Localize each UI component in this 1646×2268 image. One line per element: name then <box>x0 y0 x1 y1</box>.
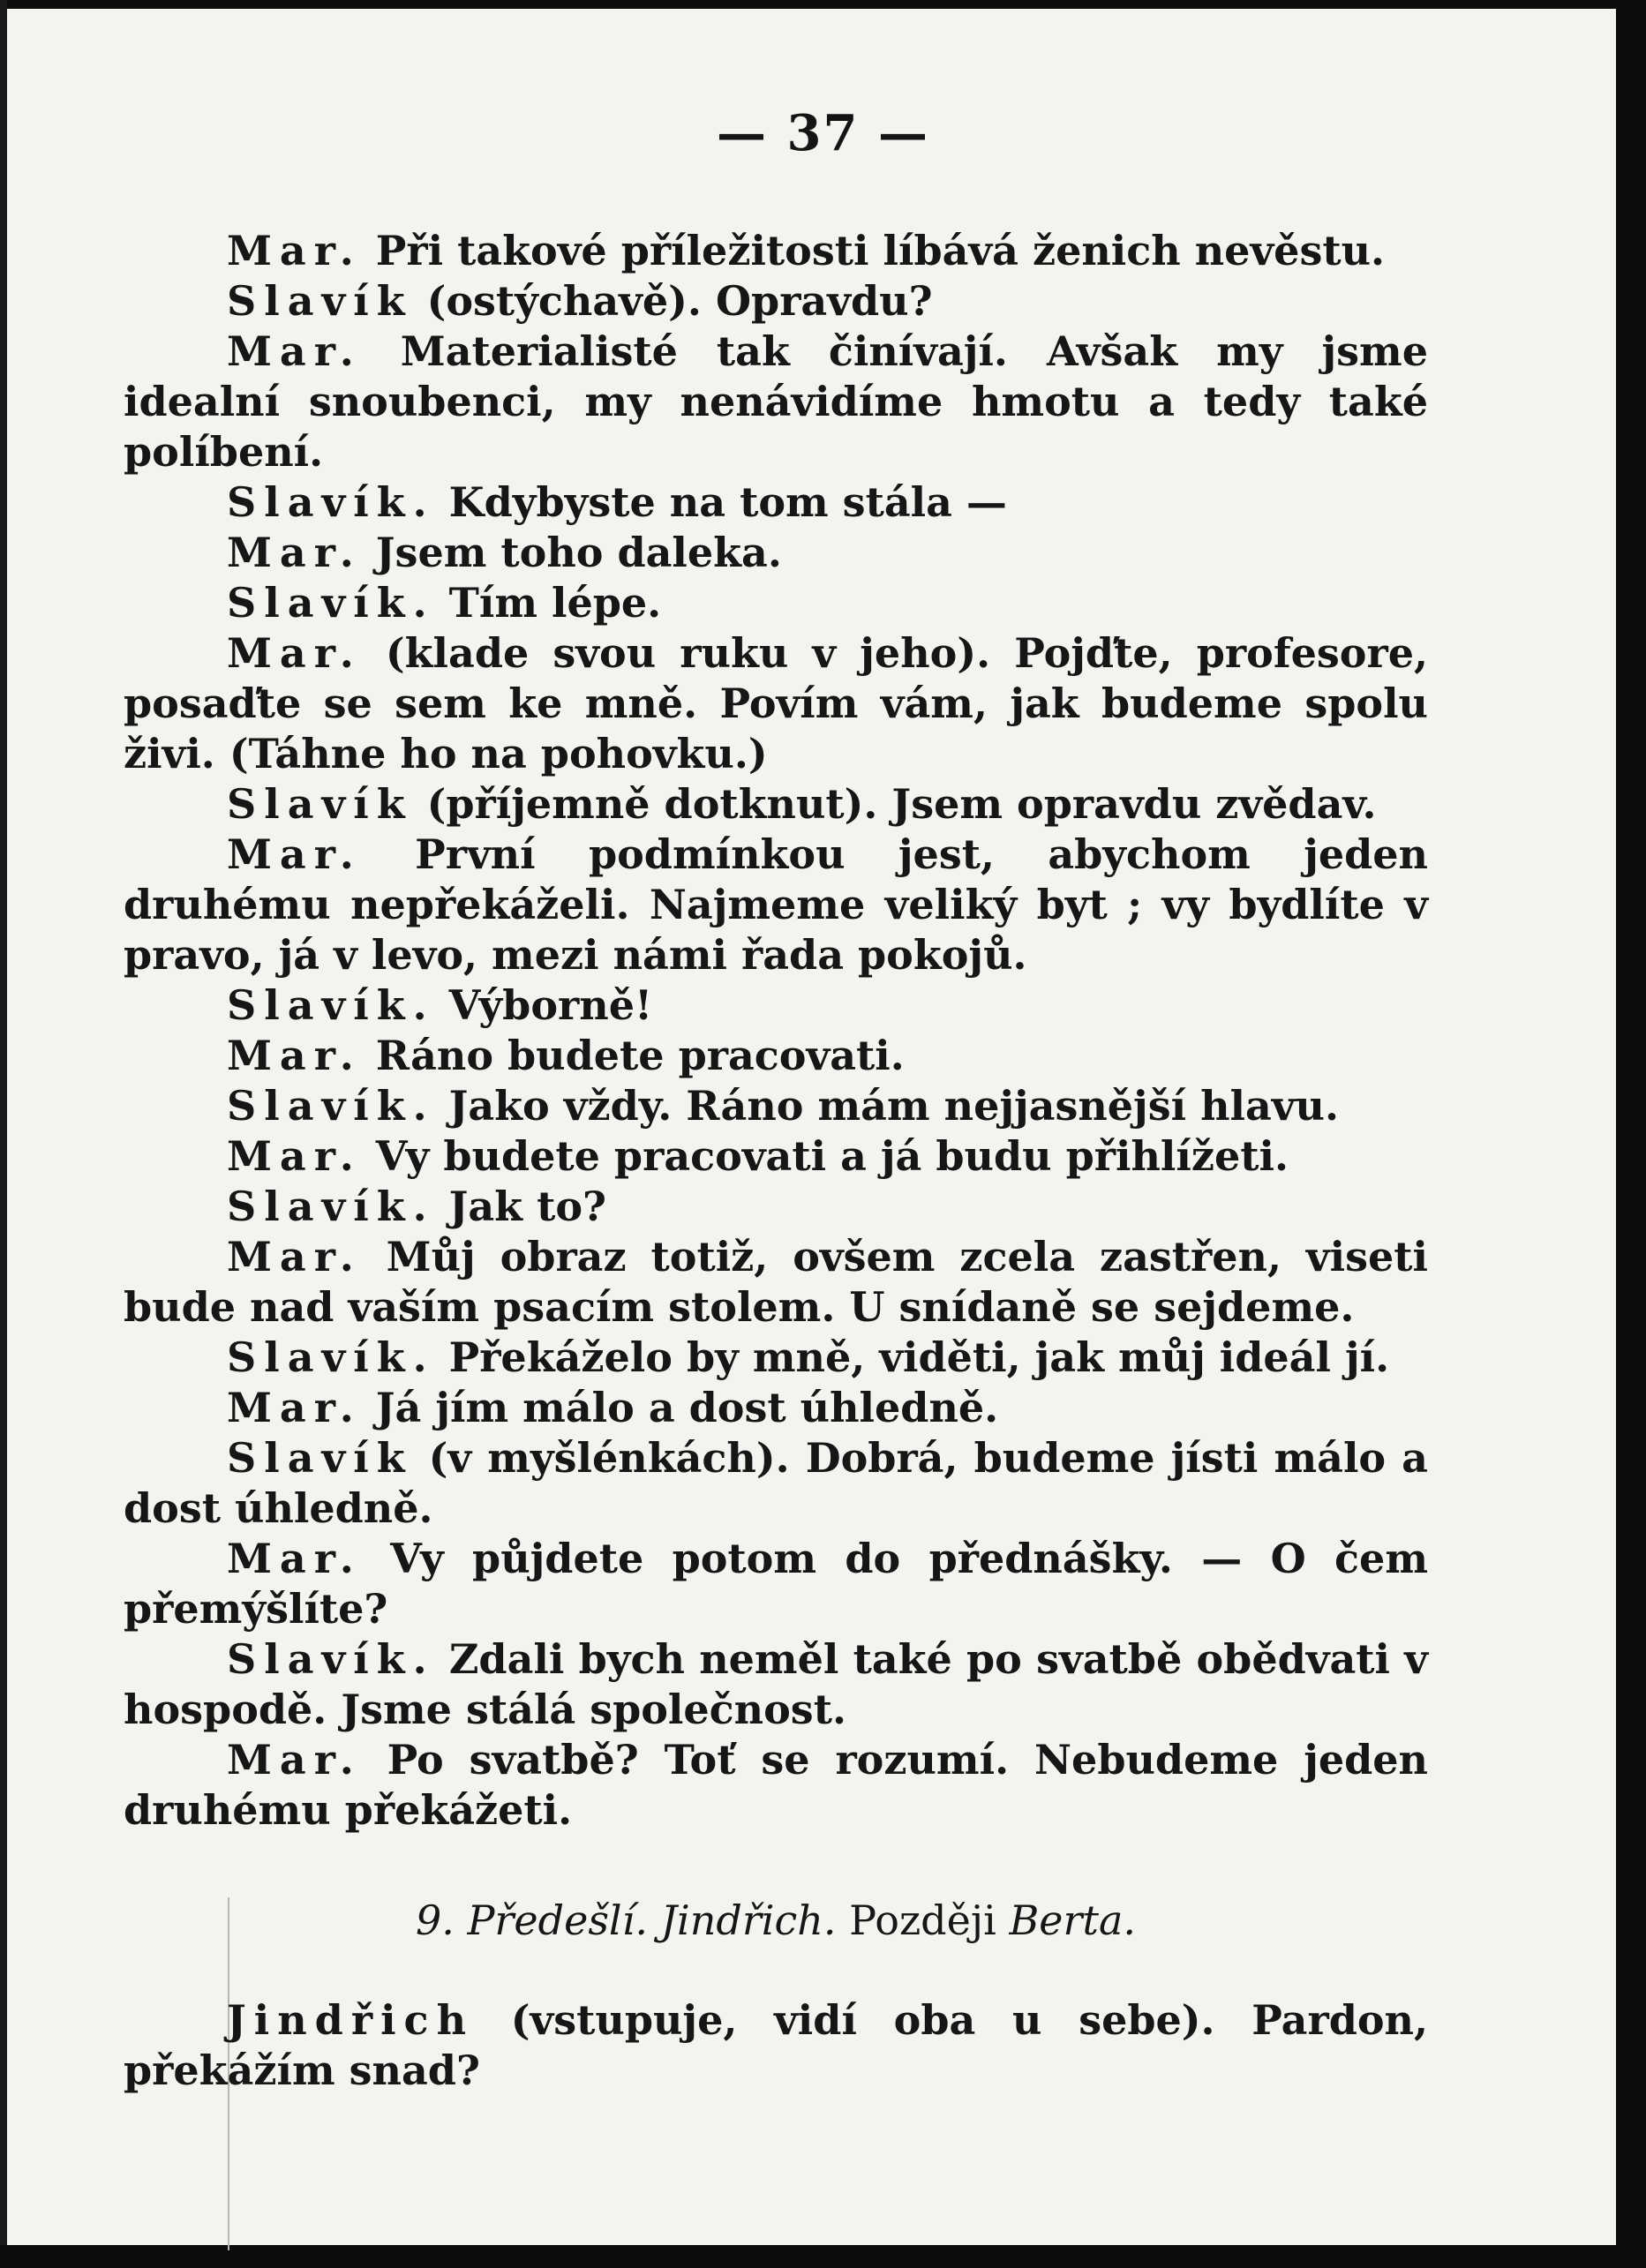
scene-dialogue-section <box>124 1995 1428 2096</box>
dialogue-line <box>124 1634 1428 1735</box>
speaker-name: Mar. <box>227 1233 362 1280</box>
line-text: Jak to? <box>434 1183 606 1230</box>
dialogue-line <box>124 1131 1428 1182</box>
speaker-name: Mar. <box>227 1535 362 1582</box>
scene-characters-3: Berta. <box>1009 1896 1137 1944</box>
line-text: Při takové příležitosti líbává ženich nevěstu. <box>361 227 1386 274</box>
scene-characters-1: Předešlí. <box>467 1896 648 1944</box>
dialogue-line <box>124 327 1428 477</box>
speaker-name: Slavík <box>227 277 413 325</box>
scan-border-right <box>1616 0 1646 2268</box>
scan-border-bottom <box>0 2245 1646 2268</box>
line-text: Vy budete pracovati a já budu přihlížeti. <box>361 1132 1289 1180</box>
speaker-name: Mar. <box>227 1384 362 1431</box>
line-text: Překáželo by mně, viděti, jak můj ideál jí. <box>434 1333 1390 1381</box>
speaker-name: Mar. <box>227 830 362 878</box>
line-text: (příjemně dotknut). Jsem opravdu zvědav. <box>412 780 1377 828</box>
speaker-name: Mar. <box>227 629 362 677</box>
speaker-name: Jindřich <box>227 1996 475 2044</box>
dialogue-line <box>124 1534 1428 1634</box>
line-text: Výborně! <box>434 981 653 1029</box>
line-text: (vstupuje, vidí oba u sebe). Pardon, překážím snad? <box>124 1996 1428 2094</box>
dialogue-line <box>124 1232 1428 1333</box>
line-text: Ráno budete pracovati. <box>361 1032 905 1079</box>
speaker-name: Mar. <box>227 327 362 375</box>
dialogue-line <box>124 1383 1428 1433</box>
speaker-name: Slavík. <box>227 478 435 526</box>
dialogue-line <box>124 980 1428 1031</box>
scan-border-left <box>0 0 7 2268</box>
speaker-name: Slavík. <box>227 579 435 627</box>
scene-later-label: Později <box>849 1896 996 1944</box>
scene-number: 9. <box>415 1896 455 1944</box>
line-text: (klade svou ruku v jeho). Pojďte, profesore, posaďte se sem ke mně. Povím vám, jak budeme spolu živi. (Táhne ho na pohovku.) <box>124 629 1428 777</box>
scene-heading <box>124 1896 1428 1946</box>
dialogue-line <box>124 830 1428 980</box>
line-text: Můj obraz totiž, ovšem zcela zastřen, viseti bude nad vaším psacím stolem. U snídaně se sejdeme. <box>124 1233 1428 1331</box>
speaker-name: Slavík <box>227 780 413 828</box>
line-text: Zdali bych neměl také po svatbě obědvati v hospodě. Jsme stálá společnost. <box>124 1635 1428 1733</box>
speaker-name: Mar. <box>227 1736 362 1784</box>
dialogue-line <box>124 1031 1428 1081</box>
line-text: Jsem toho daleka. <box>361 529 782 576</box>
speaker-name: Slavík. <box>227 981 435 1029</box>
line-text: Vy půjdete potom do přednášky. — O čem přemýšlíte? <box>124 1535 1428 1633</box>
line-text: Po svatbě? Toť se rozumí. Nebudeme jeden druhému překážeti. <box>124 1736 1428 1834</box>
line-text: (v myšlénkách). Dobrá, budeme jísti málo a dost úhledně. <box>124 1434 1428 1532</box>
dialogue-line <box>124 477 1428 528</box>
dialogue-line <box>124 628 1428 779</box>
line-text: První podmínkou jest, abychom jeden druhému nepřekáželi. Najmeme veliký byt ; vy bydlíte v pravo, já v levo, mezi námi řada pokojů. <box>124 830 1428 979</box>
speaker-name: Slavík <box>227 1434 413 1482</box>
speaker-name: Slavík. <box>227 1082 435 1130</box>
line-text: Tím lépe. <box>434 579 662 627</box>
dialogue-line <box>124 1433 1428 1534</box>
dialogue-line <box>124 1333 1428 1383</box>
play-text <box>124 226 1428 2096</box>
speaker-name: Mar. <box>227 1032 362 1079</box>
scan-border-top <box>0 0 1646 9</box>
speaker-name: Mar. <box>227 1132 362 1180</box>
dialogue-line <box>124 276 1428 327</box>
line-text: Kdybyste na tom stála — <box>434 478 1007 526</box>
dialogue-line <box>124 1995 1428 2096</box>
dialogue-line <box>124 1081 1428 1131</box>
speaker-name: Slavík. <box>227 1183 435 1230</box>
line-text: (ostýchavě). Opravdu? <box>412 277 933 325</box>
dialogue-line <box>124 1735 1428 1836</box>
line-text: Já jím málo a dost úhledně. <box>361 1384 999 1431</box>
speaker-name: Slavík. <box>227 1635 435 1683</box>
dialogue-line <box>124 226 1428 276</box>
scene-characters-2: Jindřich. <box>660 1896 837 1944</box>
dialogue-section <box>124 226 1428 1836</box>
page-number: — 37 — <box>717 104 929 162</box>
line-text: Materialisté tak činívají. Avšak my jsme idealní snoubenci, my nenávidíme hmotu a tedy také políbení. <box>124 327 1428 476</box>
dialogue-line <box>124 779 1428 830</box>
speaker-name: Mar. <box>227 227 362 274</box>
dialogue-line <box>124 528 1428 578</box>
line-text: Jako vždy. Ráno mám nejjasnější hlavu. <box>434 1082 1339 1130</box>
dialogue-line <box>124 1182 1428 1232</box>
speaker-name: Slavík. <box>227 1333 435 1381</box>
dialogue-line <box>124 578 1428 628</box>
speaker-name: Mar. <box>227 529 362 576</box>
